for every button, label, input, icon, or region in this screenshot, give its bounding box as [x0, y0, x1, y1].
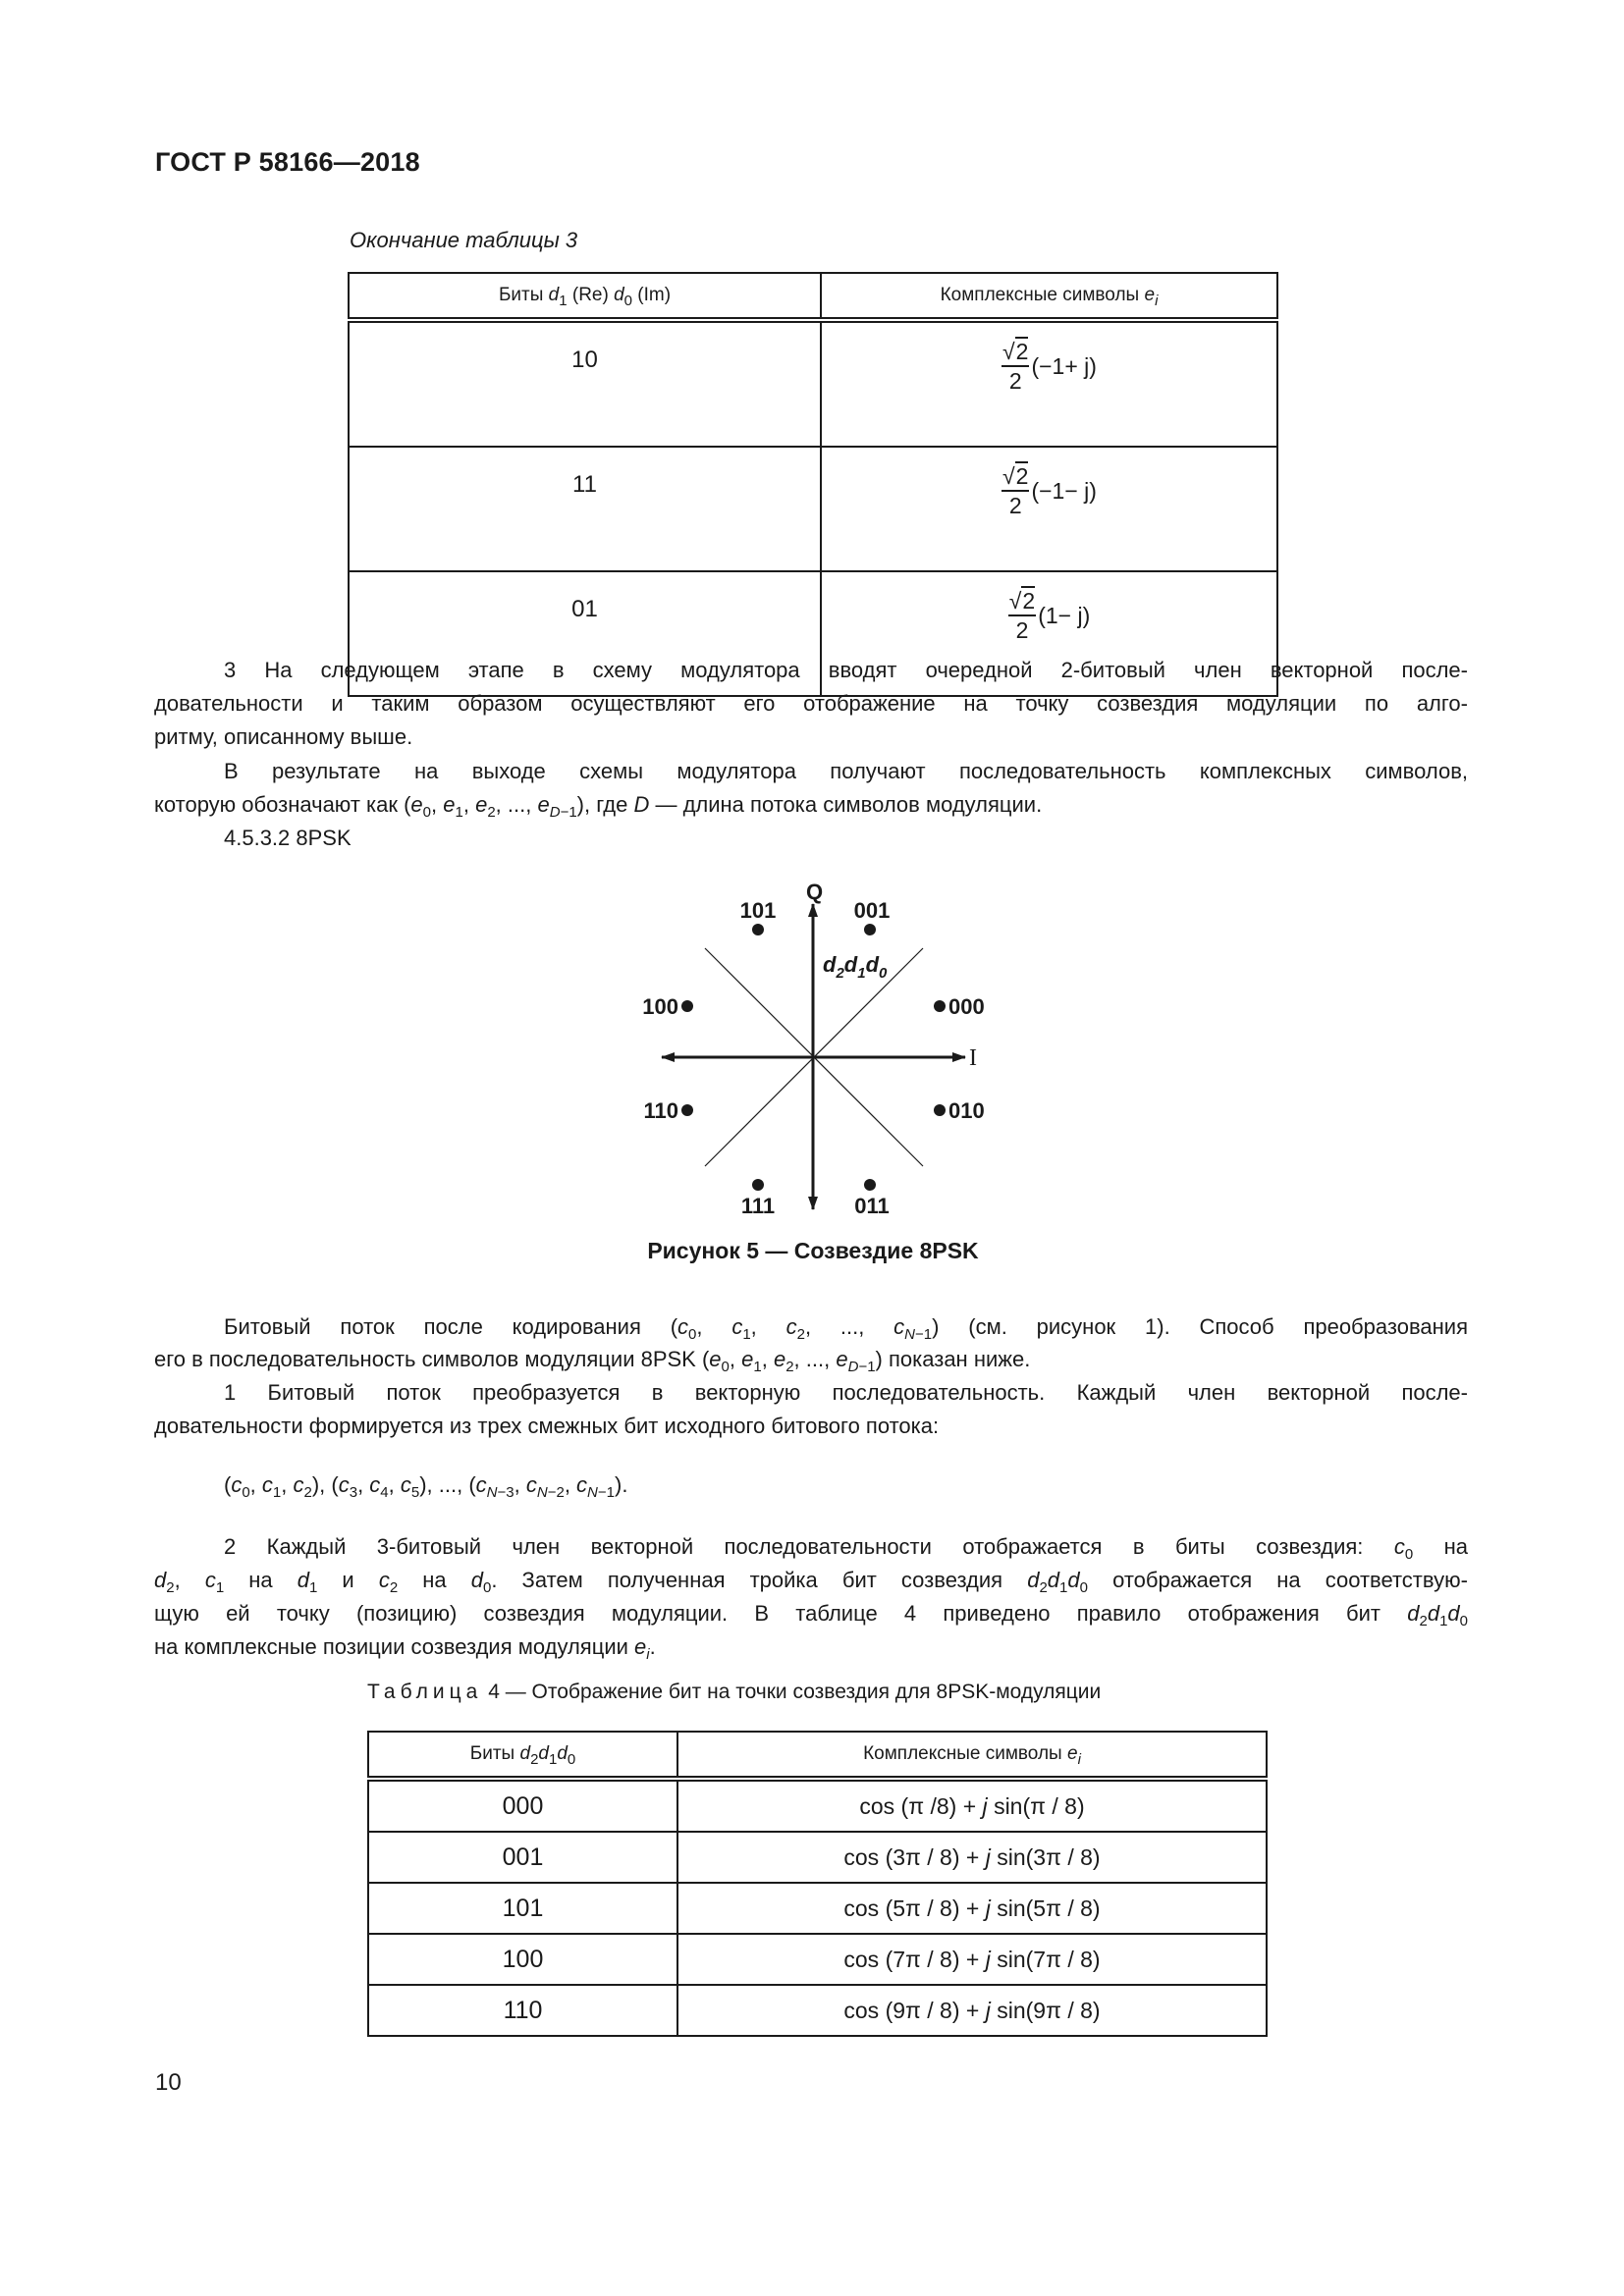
constellation-point-000 [934, 1000, 946, 1012]
symbol-cell: $\frac{√2}{2}$ (−1− j) [821, 447, 1277, 571]
point-label: 000 [948, 994, 985, 1019]
point-label: 110 [643, 1098, 678, 1123]
symbol-cell: cos (7π / 8) + j sin(7π / 8) [677, 1934, 1267, 1985]
bits-cell: 11 [349, 447, 821, 571]
paragraph-line: $d_2$, $c_1$ на $d_1$ и $c_2$ на $d_0$. Затем полученная тройка бит созвездия $d_2d_1d_0$ отображается на соответствую- [154, 1568, 1468, 1596]
table-row [368, 1883, 1267, 1934]
paragraph-line: на комплексные позиции созвездия модуляции $e_i$. [154, 1634, 656, 1663]
paragraph-line: 1 Битовый поток преобразуется в векторную последовательность. Каждый член векторной после- [224, 1380, 1468, 1405]
document-id-header: ГОСТ Р 58166—2018 [155, 147, 420, 177]
paragraph-line: ритму, описанному выше. [154, 724, 413, 749]
point-label: 010 [948, 1098, 985, 1123]
paragraph-line: 2 Каждый 3-битовый член векторной последовательности отображается в биты созвездия: $c_0$ на [224, 1534, 1468, 1563]
i-axis-label: I [969, 1045, 977, 1071]
table-row [349, 447, 1277, 571]
table-row [349, 320, 1277, 447]
constellation-point-110 [681, 1104, 693, 1116]
table-row [368, 1985, 1267, 2036]
q-axis-label: Q [806, 880, 824, 904]
symbol-cell: cos (π /8) + j sin(π / 8) [677, 1779, 1267, 1832]
symbol-cell: $\frac{√2}{2}$ (1− j) [821, 571, 1277, 696]
bits-cell: 101 [368, 1883, 677, 1934]
symbol-cell: $\frac{√2}{2}$ (−1+ j) [821, 320, 1277, 447]
symbol-cell: cos (3π / 8) + j sin(3π / 8) [677, 1832, 1267, 1883]
paragraph-line: Битовый поток после кодирования ($c_0$, $c_1$, $c_2$, ..., $c_{N-1}$) (см. рисунок 1). Способ преобразования [224, 1314, 1468, 1343]
table3-header-symbols: Комплексные символы $e_i$ [821, 273, 1277, 320]
bits-cell: 01 [349, 571, 821, 696]
symbol-cell: cos (5π / 8) + j sin(5π / 8) [677, 1883, 1267, 1934]
table3-header-row [349, 273, 1277, 320]
constellation-8psk-figure [609, 864, 1021, 1237]
point-label: 011 [854, 1194, 890, 1218]
symbol-cell: cos (9π / 8) + j sin(9π / 8) [677, 1985, 1267, 2036]
paragraph-line: В результате на выходе схемы модулятора получают последовательность комплексных символов, [224, 759, 1468, 783]
bits-cell: 001 [368, 1832, 677, 1883]
point-label: 101 [739, 898, 777, 923]
table-row [368, 1779, 1267, 1832]
paragraph-line: его в последовательность символов модуляции 8PSK ($e_0$, $e_1$, $e_2$, ..., $e_{D-1}$) показан ниже. [154, 1347, 1031, 1375]
paragraph-line: щую ей точку (позицию) созвездия модуляции. В таблице 4 приведено правило отображения бит $d_2d_1d_0$ [154, 1601, 1468, 1629]
paragraph-line: довательности формируется из трех смежных бит исходного битового потока: [154, 1414, 940, 1438]
constellation-point-010 [934, 1104, 946, 1116]
table3-header-bits: Биты $d_1$ (Re) $d_0$ (Im) [349, 273, 821, 320]
point-label: 001 [853, 898, 891, 923]
bits-order-label: $d_2d_1d_0$ [823, 952, 888, 982]
figure-caption: Рисунок 5 — Созвездие 8PSK [647, 1238, 979, 1263]
paragraph-line: 3 На следующем этапе в схему модулятора вводят очередной 2-битовый член векторной после- [224, 658, 1468, 682]
constellation-point-111 [752, 1179, 764, 1191]
point-label: 100 [642, 994, 678, 1019]
bits-cell: 10 [349, 320, 821, 447]
paragraph-line: которую обозначают как ($e_0$, $e_1$, $e_2$, ..., $e_{D-1}$), где D — длина потока символов модуляции. [154, 792, 1043, 821]
table4 [367, 1731, 1268, 2037]
paragraph-line: довательности и таким образом осуществляют его отображение на точку созвездия модуляции по алго- [154, 691, 1468, 716]
constellation-point-011 [864, 1179, 876, 1191]
constellation-point-101 [752, 924, 764, 935]
point-label: 111 [740, 1194, 776, 1218]
constellation-point-001 [864, 924, 876, 935]
table4-header-bits: Биты $d_2d_1d_0$ [368, 1732, 677, 1779]
table4-header-row [368, 1732, 1267, 1779]
bits-cell: 000 [368, 1779, 677, 1832]
page-number: 10 [155, 2069, 182, 2096]
bits-cell: 110 [368, 1985, 677, 2036]
bits-cell: 100 [368, 1934, 677, 1985]
section-heading: 4.5.3.2 8PSK [224, 826, 352, 850]
table4-header-symbols: Комплексные символы $e_i$ [677, 1732, 1267, 1779]
table-row [368, 1934, 1267, 1985]
vector-sequence-formula: ($c_0$, $c_1$, $c_2$), ($c_3$, $c_4$, $c_5$), ..., ($c_{N-3}$, $c_{N-2}$, $c_{N-1}$). [224, 1472, 628, 1501]
constellation-point-100 [681, 1000, 693, 1012]
table-row [368, 1832, 1267, 1883]
table3-continuation-caption: Окончание таблицы 3 [350, 228, 578, 252]
table3 [348, 272, 1278, 697]
table4-caption: Таблица 4 — Отображение бит на точки созвездия для 8PSK-модуляции [367, 1681, 1102, 1703]
